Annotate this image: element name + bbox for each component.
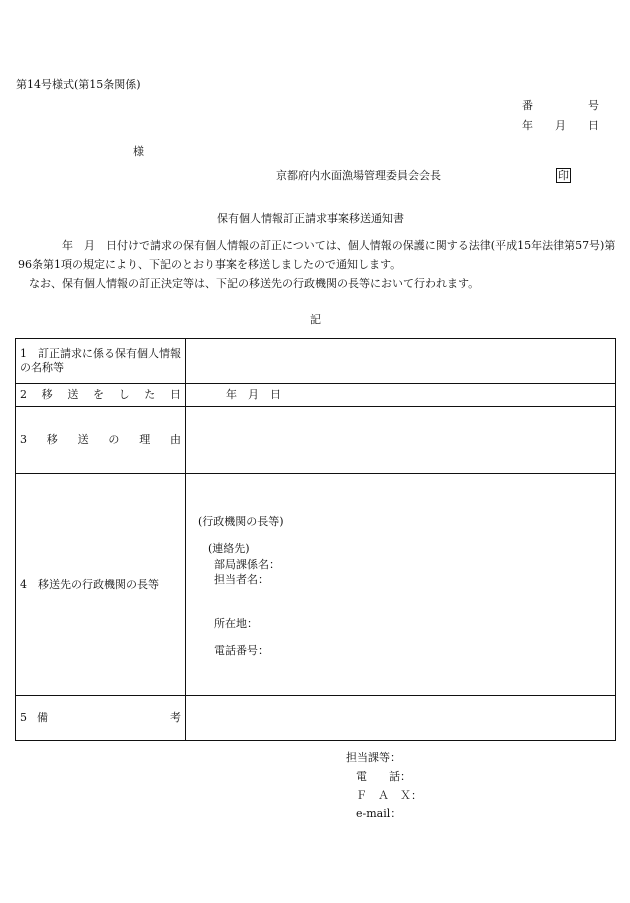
ki-heading: 記 [310, 313, 321, 326]
row-label-destination-head: 4 移送先の行政機関の長等 [16, 474, 186, 696]
document-title: 保有個人情報訂正請求事案移送通知書 [217, 212, 404, 225]
phone-number-label: 電話番号： [214, 644, 269, 657]
address-label: 所在地： [214, 617, 258, 630]
body-text [18, 236, 616, 293]
table-row [16, 339, 616, 384]
row-value-remarks [186, 696, 616, 741]
row-label-item-name: 1 訂正請求に係る保有個人情報の名称等 [16, 339, 186, 384]
department-label: 部局課係名： [214, 558, 280, 571]
form-number: 第14号様式(第15条関係) [16, 78, 141, 91]
row-value-item-name [186, 339, 616, 384]
row-label-remarks: 5 備 考 [16, 696, 186, 741]
row-value-transfer-reason [186, 407, 616, 474]
body-paragraph-2: なお、保有個人情報の訂正決定等は、下記の移送先の行政機関の長等において行われます。 [18, 277, 480, 290]
row-value-destination-head [186, 474, 616, 696]
contact-label: (連絡先) [208, 542, 250, 555]
addressee-suffix: 様 [133, 145, 144, 158]
sender-name: 京都府内水面漁場管理委員会会長 [276, 169, 441, 182]
body-paragraph-1: 年 月 日付けで請求の保有個人情報の訂正については、個人情報の保護に関する法律(平成15年法律第57号)第96条第1項の規定により、下記のとおり事案を移送しましたので通知します。 [18, 239, 616, 271]
footer-section: 担当課等： [346, 751, 401, 764]
footer-email: e-mail： [356, 807, 402, 820]
document-number-label: 番 号 [522, 99, 599, 112]
agency-head-label: (行政機関の長等) [198, 515, 284, 528]
footer-fax: Ｆ Ａ Ｘ： [356, 789, 422, 802]
table-row [16, 407, 616, 474]
footer-phone: 電 話： [356, 770, 411, 783]
transfer-details-table [15, 338, 616, 741]
row-label-transfer-date: 2 移 送 を し た 日 [16, 384, 186, 407]
row-value-transfer-date: 年 月 日 [186, 384, 616, 407]
seal-mark: 印 [558, 169, 569, 182]
date-label: 年 月 日 [522, 119, 599, 132]
row-label-transfer-reason: 3 移 送 の 理 由 [16, 407, 186, 474]
table-row [16, 696, 616, 741]
table-row [16, 384, 616, 407]
table-row [16, 474, 616, 696]
person-in-charge-label: 担当者名： [214, 573, 269, 586]
